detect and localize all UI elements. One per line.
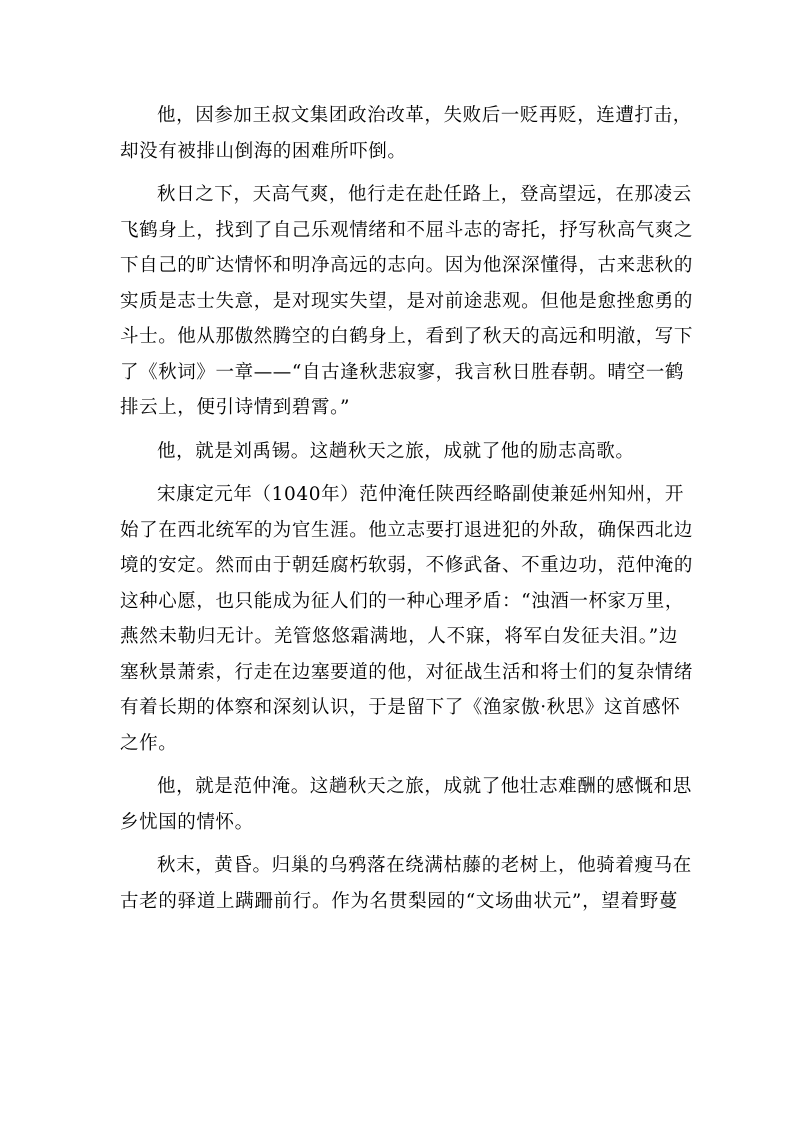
text-line: 乡忧国的情怀。 [120,811,254,833]
text-line: 塞秋景萧索，行走在边塞要道的他，对征战生活和将士们的复杂情绪 [120,661,694,683]
text-line: 这种心愿，也只能成为征人们的一种心理矛盾：“浊酒一杯家万里， [120,590,684,612]
text-line: 斗士。他从那傲然腾空的白鹤身上，看到了秋天的高远和明澈，写下 [120,326,694,347]
text-line: 飞鹤身上，找到了自己乐观情绪和不屈斗志的寄托，抒写秋高气爽之 [120,219,694,241]
document-page [120,98,694,919]
text-line: 秋末，黄昏。归巢的乌鸦落在绕满枯藤的老树上，他骑着瘦马在 [157,855,692,876]
text-line: 了《秋词》一章——“自古逢秋悲寂寥，我言秋日胜春朝。晴空一鹤 [120,361,684,383]
text-line: 宋康定元年（1040年）范仲淹任陕西经略副使兼延州知州，开 [157,484,684,505]
text-line: 实质是志士失意，是对现实失望，是对前途悲观。但他是愈挫愈勇的 [120,290,694,312]
text-line: 燕然未勒归无计。羌管悠悠霜满地，人不寐，将军白发征夫泪。”边 [120,626,678,647]
text-line: 他，因参加王叔文集团政治改革，失败后一贬再贬，连遭打击， [157,105,692,126]
text-line: 排云上，便引诗情到碧霄。” [120,397,351,418]
text-line: 秋日之下，天高气爽，他行走在赴任路上，登高望远，在那凌云 [157,184,692,205]
paragraph-fan-zhongyan-conclusion [120,769,692,840]
paragraph-liu-yuxi-intro [120,98,692,169]
text-line: 境的安定。然而由于朝廷腐朽软弱，不修武备、不重边功，范仲淹的 [120,555,694,576]
text-line: 他，就是刘禹锡。这趟秋天之旅，成就了他的励志高歌。 [157,440,635,462]
paragraph-liu-yuxi-conclusion [120,434,678,470]
text-line: 他，就是范仲淹。这趟秋天之旅，成就了他壮志难酬的感慨和思 [157,776,692,797]
text-line: 却没有被排山倒海的困难所吓倒。 [120,140,407,162]
paragraph-autumn-dusk [120,848,692,919]
text-line: 之作。 [120,732,178,754]
paragraph-fan-zhongyan [120,477,694,761]
paragraph-autumn-ode [120,177,694,426]
text-line: 有着长期的体察和深刻认识，于是留下了《渔家傲·秋思》这首感怀 [120,697,681,718]
text-line: 始了在西北统军的为官生涯。他立志要打退进犯的外敌，确保西北边 [120,519,694,541]
text-line: 古老的驿道上蹒跚前行。作为名贯梨园的“文场曲状元”，望着野蔓 [120,890,678,912]
text-line: 下自己的旷达情怀和明净高远的志向。因为他深深懂得，古来悲秋的 [120,255,694,276]
